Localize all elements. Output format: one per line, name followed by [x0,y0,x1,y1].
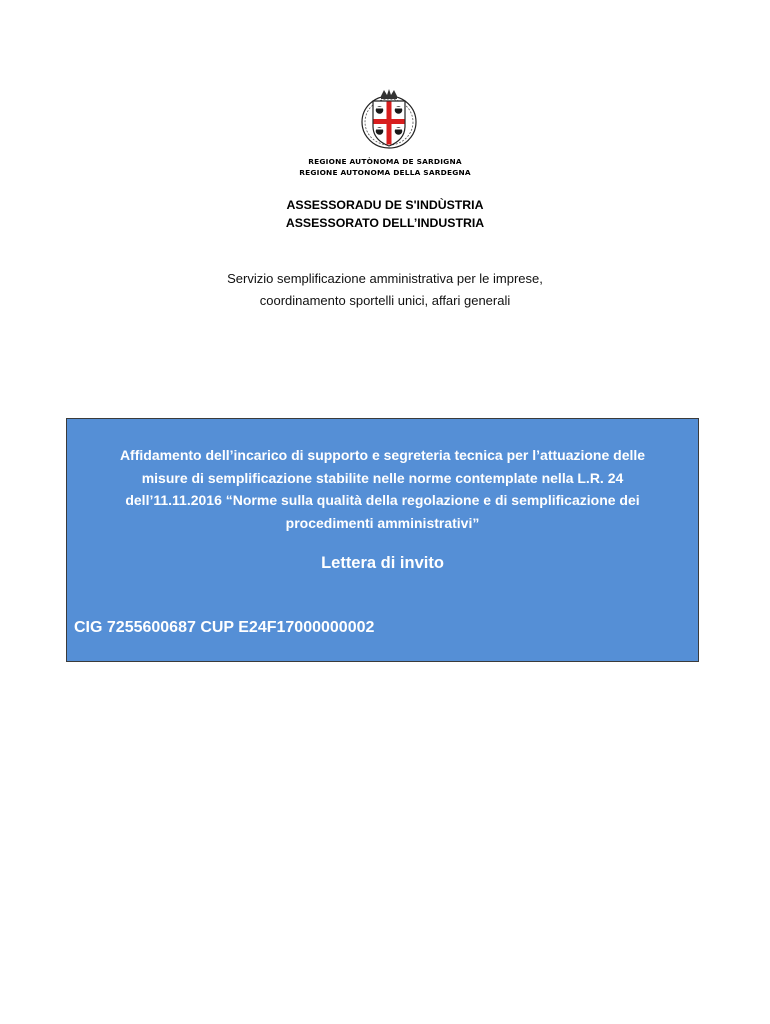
document-title-line: Affidamento dell’incarico di supporto e segreteria tecnica per l’attuazione delle [119,447,646,463]
cig-cup-codes: CIG 7255600687 CUP E24F17000000002 [74,619,375,636]
region-name-italian: REGIONE AUTONOMA DELLA SARDEGNA [299,168,471,177]
assessorato-heading [0,196,770,232]
sardinia-coat-of-arms-icon [356,86,422,152]
letter-label: Lettera di invito [321,554,444,572]
region-name-sardinian: REGIONE AUTÒNOMA DE SARDIGNA [308,157,462,166]
servizio-line-1: Servizio semplificazione amministrativa per le imprese, [227,271,543,286]
assessorato-italian: ASSESSORATO DELL’INDUSTRIA [285,216,485,230]
servizio-line-2: coordinamento sportelli unici, affari generali [259,293,511,308]
title-box [66,418,699,662]
document-title-line: procedimenti amministrativi” [285,514,480,531]
assessorato-sardinian: ASSESSORADU DE S'INDÙSTRIA [286,198,484,212]
document-title-line: dell’11.11.2016 “Norme sulla qualità della regolazione e di semplificazione dei [125,492,640,508]
document-title [75,444,690,534]
document-title-line: misure di semplificazione stabilite nelle norme contemplate nella L.R. 24 [141,469,624,486]
region-names [0,156,770,178]
servizio-subheading [0,268,770,312]
